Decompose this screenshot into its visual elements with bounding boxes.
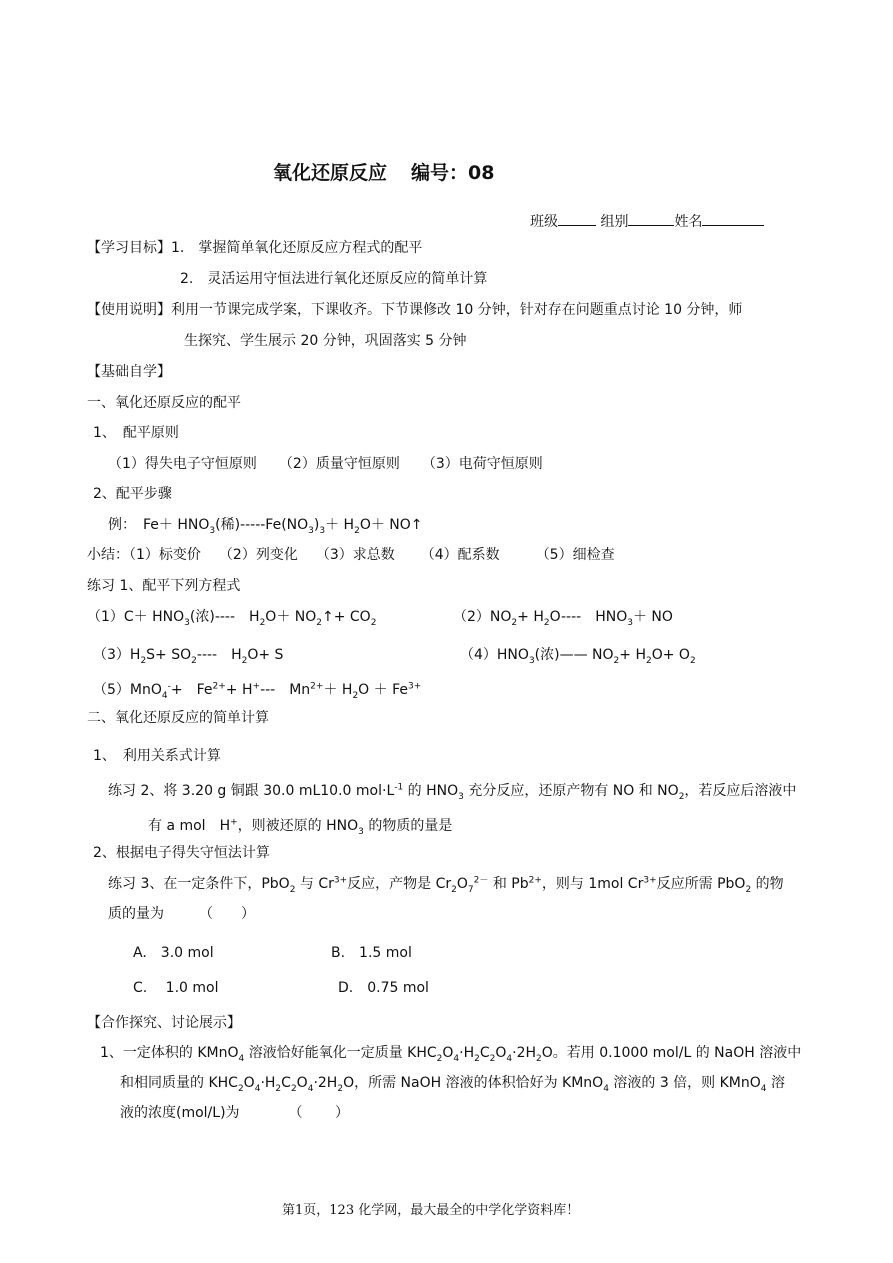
goal-item-2: 2. 灵活运用守恒法进行氧化还原反应的简单计算 <box>180 271 488 287</box>
equation-5: （5）MnO$_4$-+ $Fe^{2+}+ H^+---$ $Mn^{2+}+ H_2O + Fe^{3+}$ <box>93 681 422 701</box>
summary-2: （2）列变化 <box>218 547 298 563</box>
coop-question-line-2: 和相同质量的 $KHC_2O_4\cdot H_2C_2O_4\cdot 2H_2O$，所需 NaOH 溶液的体积恰好为 KMnO$_4$ 溶液的 3 倍，则 KMnO$_4$ 溶 <box>120 1075 785 1094</box>
group-label: 组别 <box>600 214 629 230</box>
coop-question-line-1: 1、一定体积的 KMnO$_4$ 溶液恰好能氧化一定质量 $KHC_2O_4\cdot H_2C_2O_4\cdot 2H_2O$。若用 0.1000 mol/L 的 NaOH 溶液中 <box>100 1045 802 1064</box>
exercise-1-title: 练习 1、配平下列方程式 <box>87 578 241 594</box>
usage-line-1 <box>87 300 742 320</box>
example-equation: 例： $Fe+ HNO_3$(稀)$-----Fe(NO_3)_3+ H_2O+$ NO↑ <box>108 517 423 536</box>
principle-1: （1）得失电子守恒原则 <box>108 456 257 472</box>
goal-item-1: 1. 掌握简单氧化还原反应方程式的配平 <box>171 240 423 256</box>
section-2-sub-1: 1、 利用关系式计算 <box>93 748 221 764</box>
name-label: 姓名 <box>674 214 703 230</box>
equation-4: $(4)HNO_3$(浓)—— $NO_2+ H_2O+ O_2$ <box>460 647 696 666</box>
section-1-title: 一、氧化还原反应的配平 <box>87 395 241 411</box>
usage-text-2: 生探究、学生展示 20 分钟，巩固落实 5 分钟 <box>184 333 467 349</box>
summary-3: （3）求总数 <box>315 547 395 563</box>
equation-1: $(1)C+ HNO_3$(浓)---- $H_2O+$ $NO_2↑+ CO_2$ <box>87 609 377 628</box>
principles-line <box>108 454 543 474</box>
option-d: D. 0.75 mol <box>338 980 429 996</box>
coop-question-line-3: 液的浓度(mol/L)为 （ ） <box>120 1105 349 1121</box>
exercise-2-line-1: 练习 2、将 3.20 g 铜跟 30.0 mL10.0 $mol\cdot L^{-1}$ 的 $HNO_3$ 充分反应，还原产物有 NO 和 $NO_2$，若反应后溶液中 <box>108 782 797 802</box>
summary-5: （5）细检查 <box>535 547 615 563</box>
principle-2: （2）质量守恒原则 <box>278 456 400 472</box>
title-number: 编号：08 <box>411 162 495 184</box>
option-c: C. 1.0 mol <box>133 980 219 996</box>
exercise-3-line-2: 质的量为 （ ） <box>108 906 255 922</box>
section-2-sub-2: 2、根据电子得失守恒法计算 <box>93 845 270 861</box>
page-footer: 第1页，123 化学网，最大最全的中学化学资料库！ <box>282 1203 580 1218</box>
summary-line <box>87 545 615 565</box>
exercise-2-line-2: 有 a mol H+，则被还原的 $HNO_3$ 的物质的量是 <box>148 817 453 837</box>
summary-4: （4）配系数 <box>420 547 500 563</box>
section-1-sub-2: 2、配平步骤 <box>93 486 172 502</box>
section-1-sub-1: 1、 配平原则 <box>93 425 179 441</box>
usage-label: 【使用说明】 <box>87 302 171 318</box>
coop-label: 【合作探究、讨论展示】 <box>87 1015 241 1031</box>
title-main: 氧化还原反应 <box>273 162 388 184</box>
option-a: A. 3.0 mol <box>133 945 214 961</box>
principle-3: （3）电荷守恒原则 <box>421 456 543 472</box>
equation-2: $(2)NO_2+ H_2O----$ $HNO_3+$ NO <box>453 609 673 628</box>
option-b: B. 1.5 mol <box>331 945 412 961</box>
usage-text-1: 利用一节课完成学案，下课收齐。下节课修改 10 分钟，针对存在问题重点讨论 10 分钟，师 <box>171 302 743 318</box>
group-blank <box>628 211 674 226</box>
section-2-title: 二、氧化还原反应的简单计算 <box>87 710 269 726</box>
class-blank <box>558 211 596 226</box>
student-info <box>530 211 764 232</box>
equation-3: $(3)H_2S+ SO_2----$ $H_2O+ S$ <box>93 647 284 666</box>
page-title <box>273 163 494 183</box>
name-blank <box>702 211 764 226</box>
class-label: 班级 <box>530 214 558 230</box>
summary-1: 小结：（1）标变价 <box>87 547 201 563</box>
exercise-3-line-1: 练习 3、在一定条件下，PbO$_2$ 与 $Cr^{3+}$反应，产物是 $Cr_2O_7^{2-}$ 和 $Pb^{2+}$，则与 1mol $Cr^{3+}$反应所需 PbO$_2$ 的物 <box>108 875 784 895</box>
goals-line-1 <box>87 238 422 258</box>
goals-label: 【学习目标】 <box>87 240 171 256</box>
basic-label: 【基础自学】 <box>87 364 171 380</box>
